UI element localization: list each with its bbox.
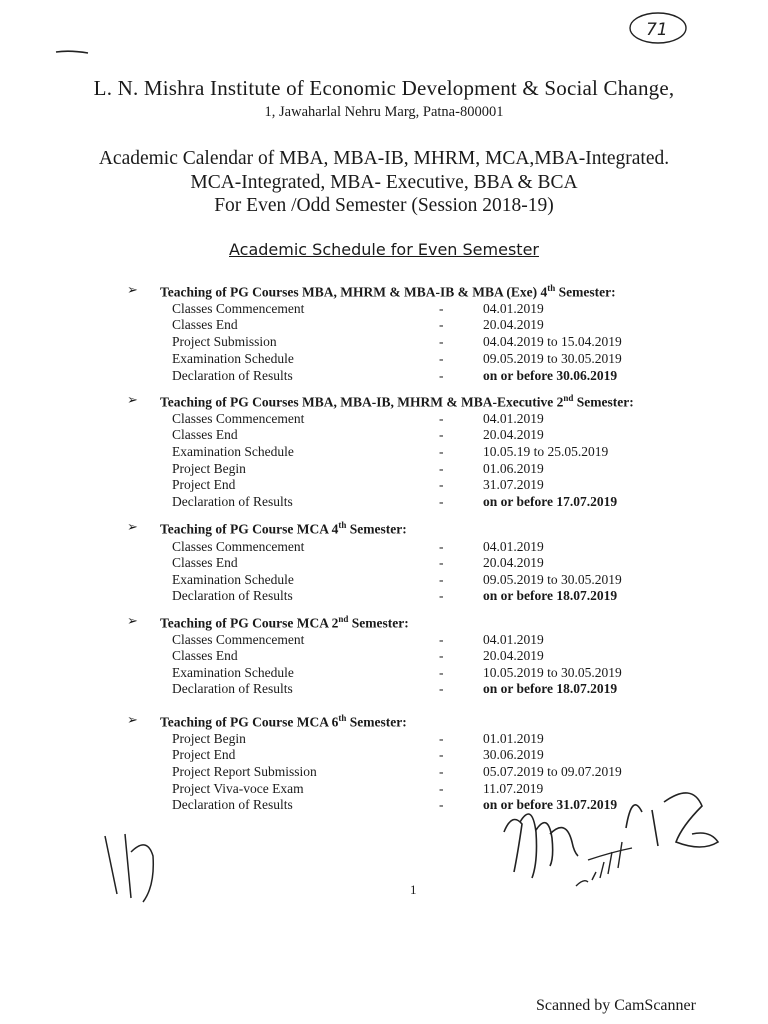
institute-address: 1, Jawaharlal Nehru Marg, Patna-800001: [264, 104, 504, 120]
schedule-row: [0, 572, 768, 588]
schedule-row-value: 30.06.2019: [483, 747, 544, 762]
section-title-suffix: Semester:: [348, 615, 409, 631]
schedule-row: [0, 411, 768, 427]
schedule-row-value: 31.07.2019: [483, 477, 544, 492]
schedule-row-dash: -: [439, 588, 444, 603]
arrow-bullet-icon: ➢: [127, 520, 138, 535]
schedule-row: [0, 427, 768, 443]
schedule-row-value: 04.01.2019: [483, 411, 544, 426]
section-title-ordinal: th: [547, 283, 556, 293]
section-title-ordinal: nd: [338, 614, 349, 624]
schedule-row-value: on or before 30.06.2019: [483, 368, 618, 383]
schedule-row: [0, 539, 768, 555]
schedule-row: [0, 747, 768, 763]
schedule-row-value: 20.04.2019: [483, 427, 544, 442]
arrow-bullet-icon: ➢: [127, 713, 138, 728]
schedule-row-label: Declaration of Results: [172, 368, 293, 383]
schedule-row-dash: -: [439, 731, 444, 746]
schedule-row-label: Declaration of Results: [172, 797, 293, 812]
section-title-text: Teaching of PG Course MCA 4: [160, 521, 339, 537]
page-mark-text: 71: [646, 20, 668, 40]
schedule-row-value: 10.05.2019 to 30.05.2019: [483, 665, 622, 680]
schedule-row-dash: -: [439, 781, 444, 796]
schedule-row-value: 20.04.2019: [483, 555, 544, 570]
schedule-row-value: 20.04.2019: [483, 317, 544, 332]
schedule-row-value: 09.05.2019 to 30.05.2019: [483, 351, 622, 366]
schedule-row-dash: -: [439, 797, 444, 812]
schedule-row-value: 10.05.19 to 25.05.2019: [483, 444, 609, 459]
section-title: [160, 393, 634, 411]
schedule-row-label: Project Submission: [172, 334, 277, 349]
section-title-text: Teaching of PG Courses MBA, MHRM & MBA-IB & MBA (Exe) 4: [160, 284, 548, 300]
schedule-row-label: Project Begin: [172, 461, 246, 476]
calendar-title-line-3: For Even /Odd Semester (Session 2018-19): [214, 195, 554, 216]
schedule-row-value: 01.01.2019: [483, 731, 544, 746]
page-number: 1: [410, 882, 417, 897]
schedule-row-dash: -: [439, 681, 444, 696]
schedule-row-label: Project End: [172, 747, 236, 762]
schedule-row-label: Project Begin: [172, 731, 246, 746]
schedule-row-label: Examination Schedule: [172, 351, 294, 366]
schedule-row-label: Project End: [172, 477, 236, 492]
schedule-row-label: Classes Commencement: [172, 632, 305, 647]
schedule-row-label: Classes Commencement: [172, 411, 305, 426]
schedule-row: [0, 477, 768, 493]
calendar-title-line-2: MCA-Integrated, MBA- Executive, BBA & BCA: [190, 172, 578, 193]
arrow-bullet-icon: ➢: [127, 393, 138, 408]
schedule-row-dash: -: [439, 368, 444, 383]
schedule-row-value: 01.06.2019: [483, 461, 544, 476]
institute-name: L. N. Mishra Institute of Economic Development & Social Change,: [93, 76, 675, 100]
section-title-ordinal: th: [338, 713, 347, 723]
schedule-row: [0, 648, 768, 664]
schedule-row-value: 04.04.2019 to 15.04.2019: [483, 334, 622, 349]
section-title: [160, 614, 409, 632]
schedule-row-value: on or before 31.07.2019: [483, 797, 618, 812]
schedule-row-value: 20.04.2019: [483, 648, 544, 663]
schedule-row-dash: -: [439, 648, 444, 663]
schedule-row-value: on or before 18.07.2019: [483, 588, 618, 603]
schedule-row-dash: -: [439, 477, 444, 492]
section-title: [160, 283, 616, 301]
schedule-row-label: Classes End: [172, 427, 238, 442]
calendar-title-line-1: Academic Calendar of MBA, MBA-IB, MHRM, MCA,MBA-Integrated.: [98, 148, 670, 169]
section-title-text: Teaching of PG Course MCA 2: [160, 615, 339, 631]
schedule-row-dash: -: [439, 764, 444, 779]
schedule-row: [0, 301, 768, 317]
schedule-row-dash: -: [439, 494, 444, 509]
schedule-row-dash: -: [439, 747, 444, 762]
schedule-row-label: Examination Schedule: [172, 572, 294, 587]
section-title-ordinal: nd: [563, 393, 574, 403]
schedule-row-label: Declaration of Results: [172, 494, 293, 509]
schedule-row-value: 09.05.2019 to 30.05.2019: [483, 572, 622, 587]
section-title-suffix: Semester:: [346, 714, 407, 730]
schedule-row-dash: -: [439, 411, 444, 426]
schedule-row: [0, 681, 768, 697]
schedule-row-value: 11.07.2019: [483, 781, 544, 796]
schedule-row-label: Classes End: [172, 555, 238, 570]
section-title-ordinal: th: [338, 520, 347, 530]
section-title: [160, 713, 407, 731]
schedule-row-dash: -: [439, 461, 444, 476]
schedule-row-label: Project Report Submission: [172, 764, 317, 779]
arrow-bullet-icon: ➢: [127, 283, 138, 298]
schedule-row-dash: -: [439, 317, 444, 332]
schedule-row-label: Classes End: [172, 648, 238, 663]
handwritten-signature: [492, 782, 732, 902]
schedule-row: [0, 555, 768, 571]
schedule-row-dash: -: [439, 632, 444, 647]
schedule-row-value: 04.01.2019: [483, 301, 544, 316]
schedule-row-dash: -: [439, 427, 444, 442]
schedule-row-dash: -: [439, 301, 444, 316]
schedule-row: [0, 731, 768, 747]
handwritten-page-number: [622, 8, 692, 48]
schedule-row-label: Examination Schedule: [172, 444, 294, 459]
schedule-row-value: on or before 17.07.2019: [483, 494, 618, 509]
schedule-row-dash: -: [439, 572, 444, 587]
section-title-text: Teaching of PG Courses MBA, MBA-IB, MHRM & MBA-Executive 2: [160, 394, 564, 410]
scanner-watermark: Scanned by CamScanner: [536, 997, 696, 1014]
schedule-row: [0, 317, 768, 333]
schedule-row: [0, 368, 768, 384]
section-title-suffix: Semester:: [573, 394, 634, 410]
schedule-row-dash: -: [439, 351, 444, 366]
schedule-row: [0, 632, 768, 648]
schedule-row-dash: -: [439, 539, 444, 554]
schedule-row-dash: -: [439, 665, 444, 680]
schedule-row-label: Classes Commencement: [172, 539, 305, 554]
margin-pen-mark: [55, 49, 89, 55]
schedule-row: [0, 494, 768, 510]
schedule-row-value: on or before 18.07.2019: [483, 681, 618, 696]
schedule-row-value: 04.01.2019: [483, 539, 544, 554]
schedule-row-label: Declaration of Results: [172, 588, 293, 603]
schedule-row-dash: -: [439, 334, 444, 349]
schedule-row: [0, 334, 768, 350]
section-title-suffix: Semester:: [346, 521, 407, 537]
schedule-row: [0, 588, 768, 604]
schedule-row-label: Project Viva-voce Exam: [172, 781, 304, 796]
section-title-suffix: Semester:: [555, 284, 616, 300]
schedule-row-label: Examination Schedule: [172, 665, 294, 680]
schedule-row: [0, 764, 768, 780]
section-title-text: Teaching of PG Course MCA 6: [160, 714, 339, 730]
section-title: [160, 520, 407, 538]
schedule-row-dash: -: [439, 555, 444, 570]
handwritten-initials: [95, 826, 165, 906]
schedule-row-value: 04.01.2019: [483, 632, 544, 647]
schedule-row: [0, 444, 768, 460]
schedule-row: [0, 351, 768, 367]
schedule-row-label: Classes End: [172, 317, 238, 332]
schedule-row: [0, 461, 768, 477]
schedule-row-label: Declaration of Results: [172, 681, 293, 696]
schedule-heading: Academic Schedule for Even Semester: [229, 240, 539, 259]
schedule-row-value: 05.07.2019 to 09.07.2019: [483, 764, 622, 779]
schedule-row-dash: -: [439, 444, 444, 459]
arrow-bullet-icon: ➢: [127, 614, 138, 629]
schedule-row-label: Classes Commencement: [172, 301, 305, 316]
schedule-row: [0, 665, 768, 681]
